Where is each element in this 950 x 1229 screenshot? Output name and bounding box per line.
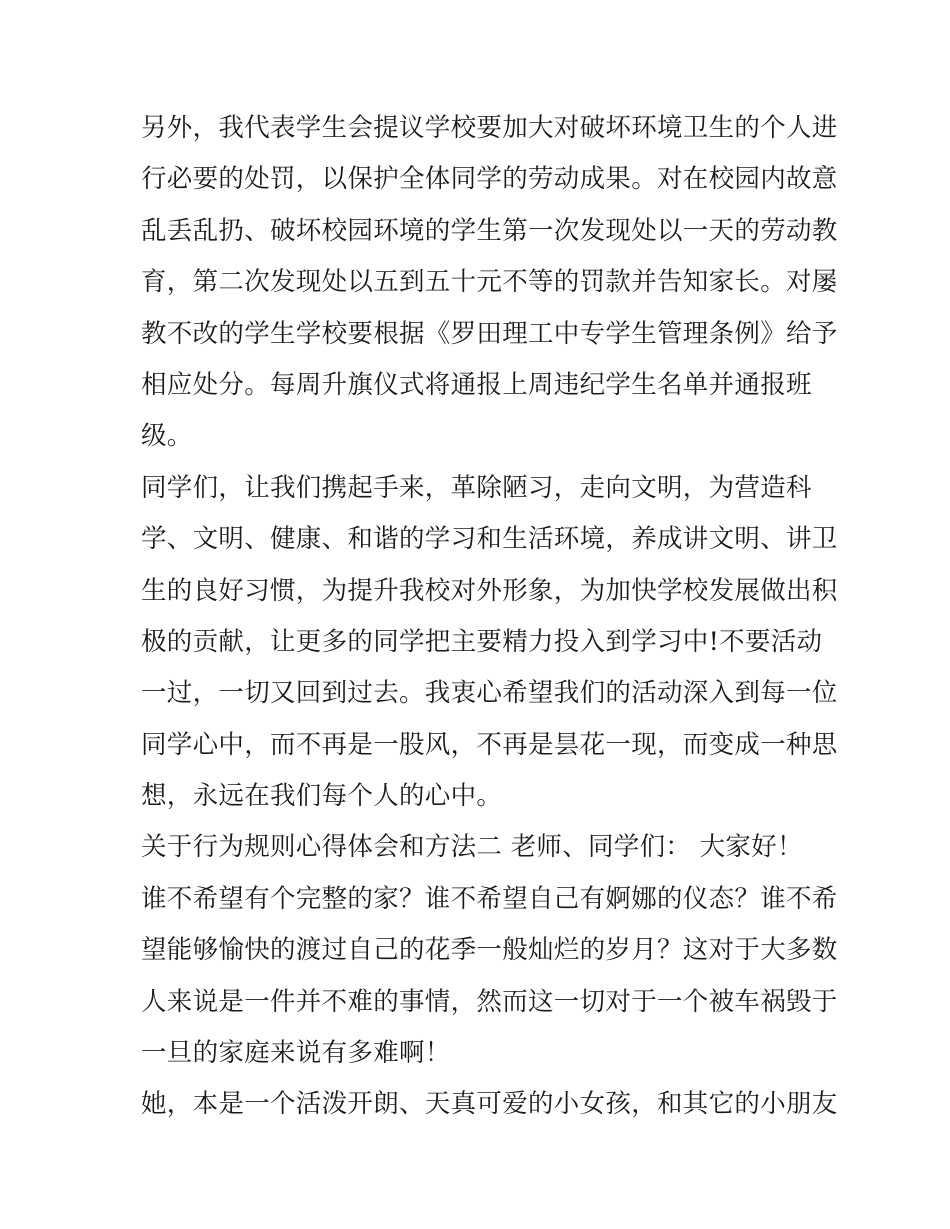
text-line: 相应处分。每周升旗仪式将通报上周违纪学生名单并通报班 bbox=[141, 369, 812, 400]
text-line: 学、文明、健康、和谐的学习和生活环境，养成讲文明、讲卫 bbox=[141, 524, 838, 555]
text-line: 望能够愉快的渡过自己的花季一般灿烂的岁月？这对于大多数 bbox=[141, 935, 838, 966]
text-line: 关于行为规则心得体会和方法二 老师、同学们： 大家好！ bbox=[141, 832, 803, 863]
text-line: 育，第二次发现处以五到五十元不等的罚款并告知家长。对屡 bbox=[141, 267, 838, 298]
text-line: 人来说是一件并不难的事情，然而这一切对于一个被车祸毁于 bbox=[141, 986, 838, 1017]
text-line: 谁不希望有个完整的家？谁不希望自己有婀娜的仪态？谁不希 bbox=[141, 883, 838, 914]
text-line: 一旦的家庭来说有多难啊！ bbox=[141, 1038, 451, 1069]
text-line: 教不改的学生学校要根据《罗田理工中专学生管理条例》给予 bbox=[141, 318, 838, 349]
text-line: 级。 bbox=[141, 421, 193, 452]
text-line: 她，本是一个活泼开朗、天真可爱的小女孩，和其它的小朋友 bbox=[141, 1089, 838, 1120]
text-line: 极的贡献，让更多的同学把主要精力投入到学习中!不要活动 bbox=[141, 626, 823, 657]
text-line: 另外，我代表学生会提议学校要加大对破坏环境卫生的个人进 bbox=[141, 113, 838, 143]
text-line: 同学心中，而不再是一股风，不再是昙花一现，而变成一种思 bbox=[141, 729, 838, 760]
text-line: 生的良好习惯，为提升我校对外形象，为加快学校发展做出积 bbox=[141, 575, 838, 606]
text-line: 同学们，让我们携起手来，革除陋习，走向文明，为营造科 bbox=[141, 472, 812, 503]
text-line: 想，永远在我们每个人的心中。 bbox=[141, 781, 503, 812]
text-line: 乱丢乱扔、破坏校园环境的学生第一次发现处以一天的劳动教 bbox=[141, 215, 838, 246]
text-line: 一过，一切又回到过去。我衷心希望我们的活动深入到每一位 bbox=[141, 678, 838, 709]
text-line: 行必要的处罚，以保护全体同学的劳动成果。对在校园内故意 bbox=[141, 164, 838, 195]
document-body bbox=[141, 103, 838, 1131]
